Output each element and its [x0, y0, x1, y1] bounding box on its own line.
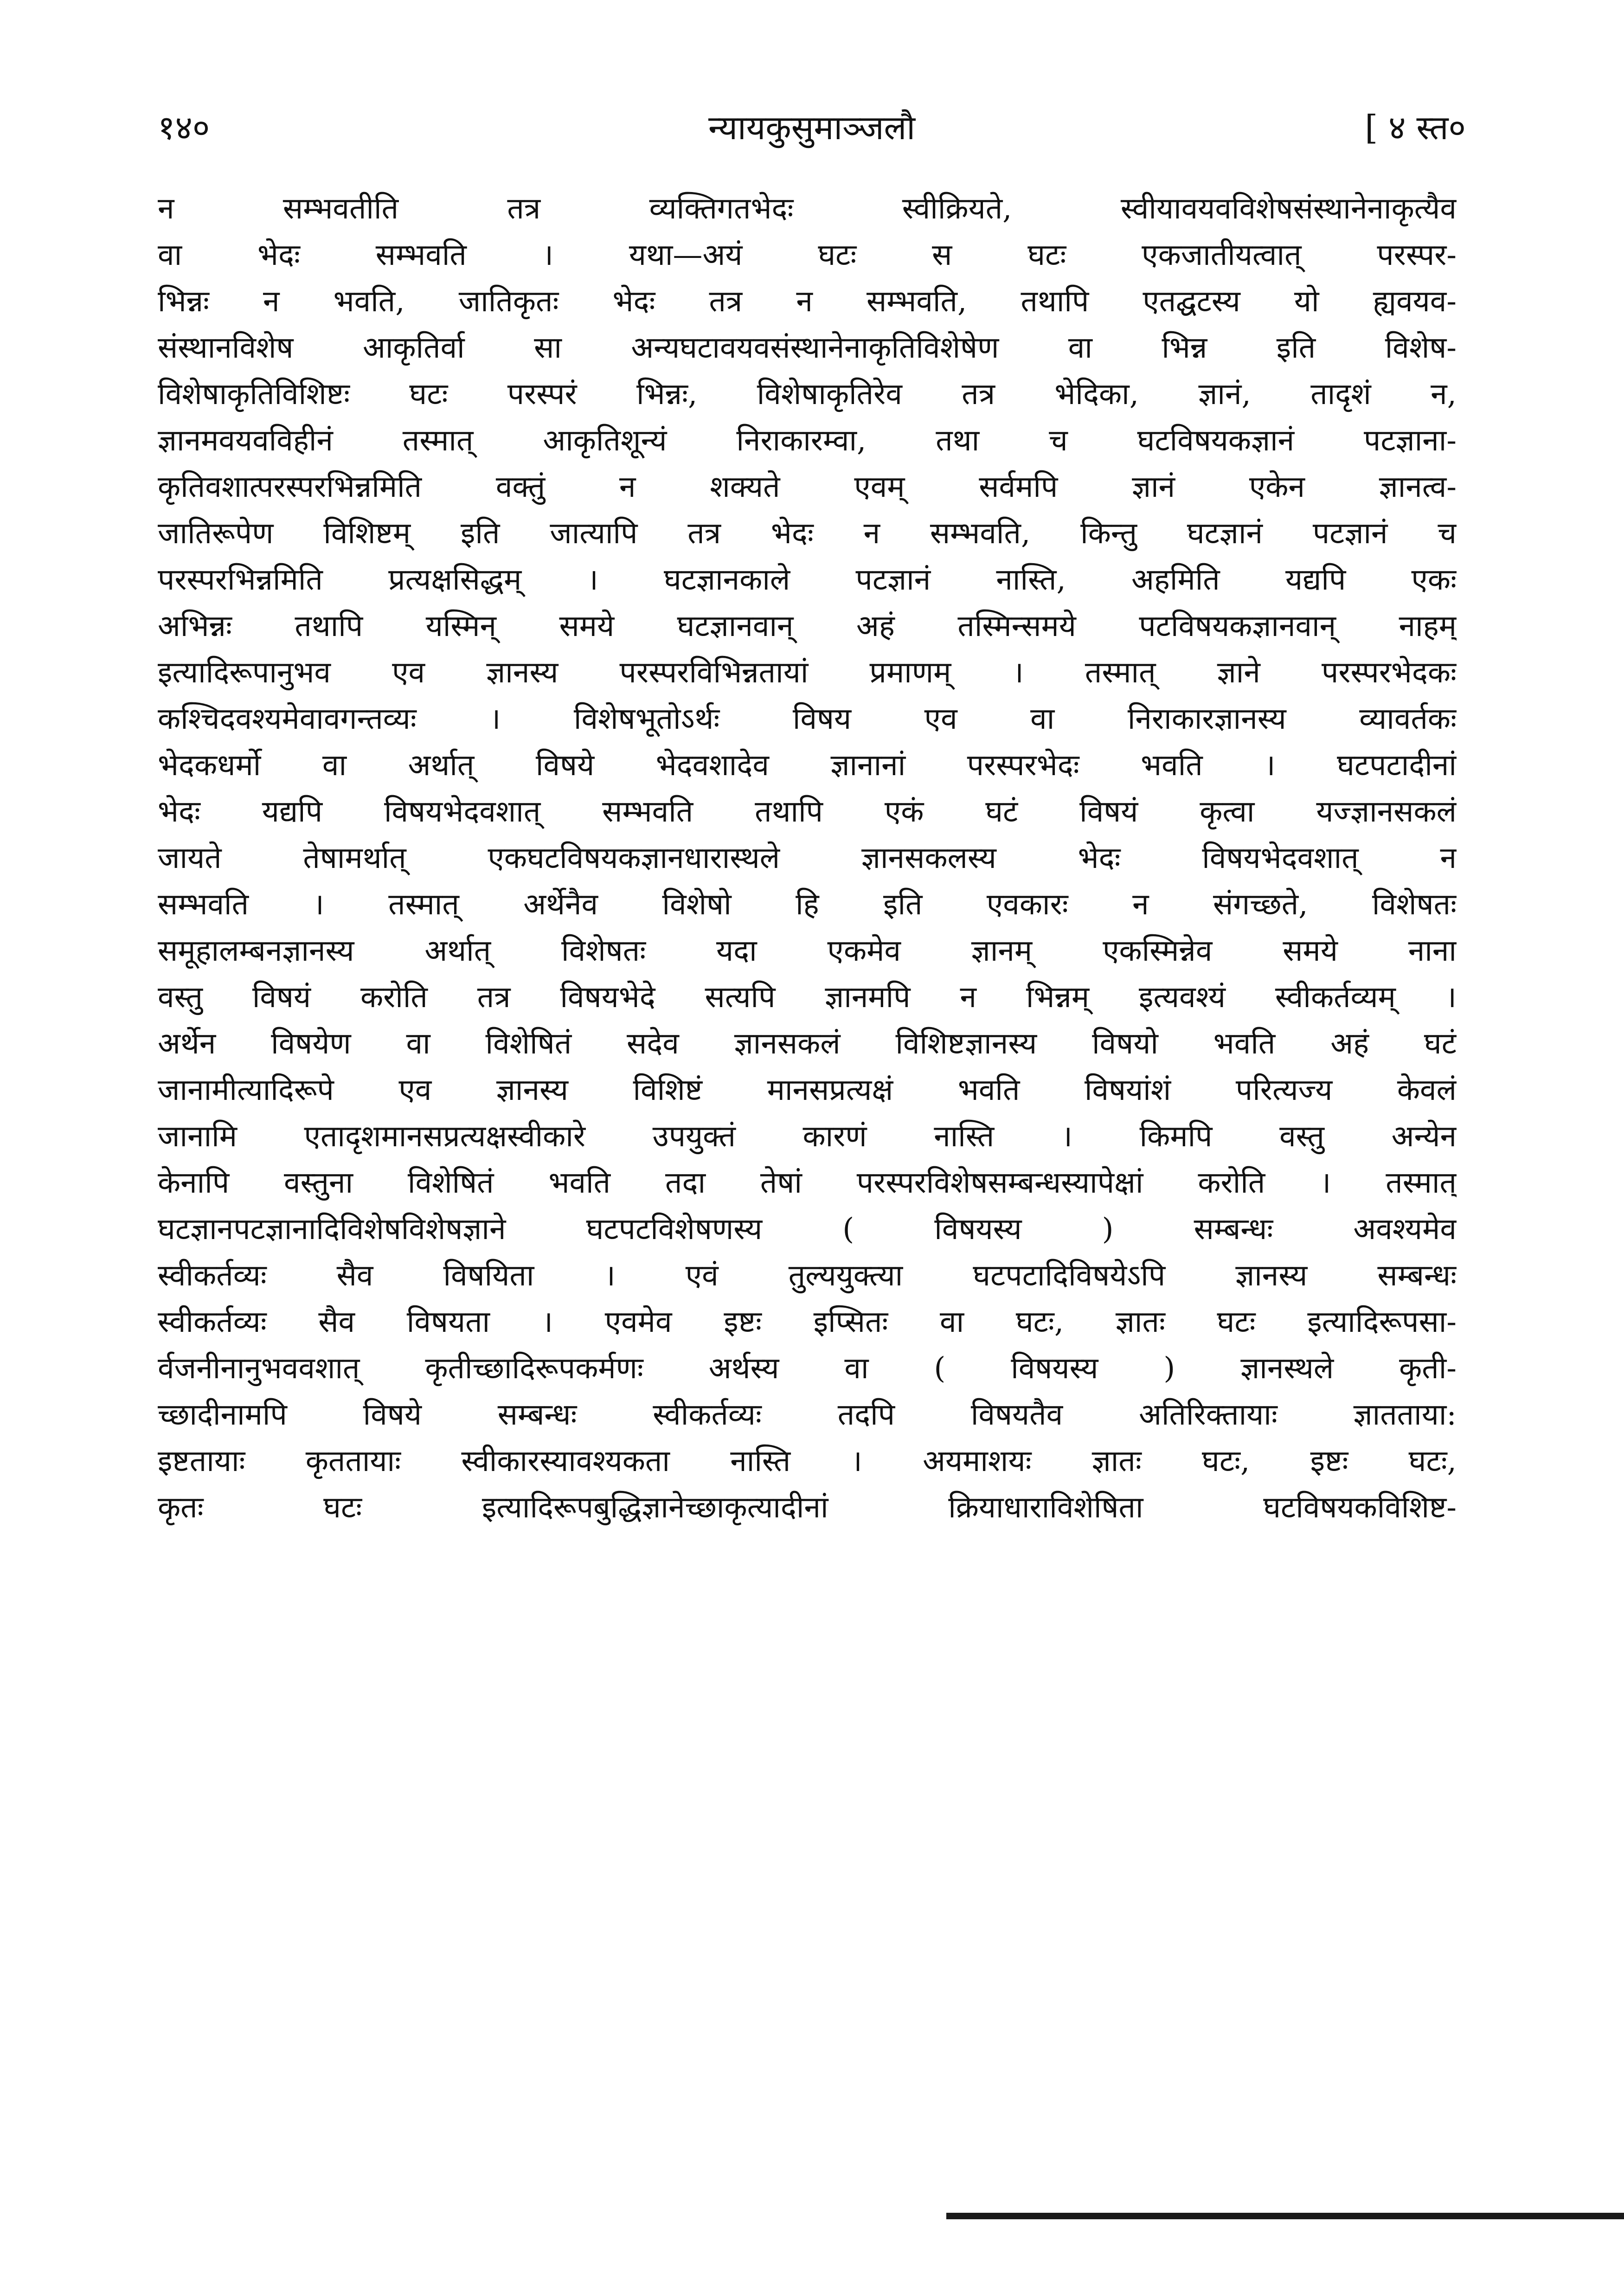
text-line: स्वीकर्तव्यः सैव विषयिता । एवं तुल्ययुक्त्या घटपटादिविषयेऽपि ज्ञानस्य सम्बन्धः — [158, 1259, 1457, 1293]
text-line: विशेषाकृतिविशिष्टः घटः परस्परं भिन्नः, विशेषाकृतिरेव तत्र भेदिका, ज्ञानं, तादृशं न, — [158, 377, 1457, 411]
text-line: इत्यादिरूपानुभव एव ज्ञानस्य परस्परविभिन्नतायां प्रमाणम् । तस्मात् ज्ञाने परस्परभेदकः — [158, 655, 1457, 690]
text-line: च्छादीनामपि विषये सम्बन्धः स्वीकर्तव्यः तदपि विषयतैव अतिरिक्तायाः ज्ञातताया: — [158, 1398, 1457, 1432]
text-line: जानामि एतादृशमानसप्रत्यक्षस्वीकारे उपयुक्तं कारणं नास्ति । किमपि वस्तु अन्येन — [158, 1119, 1457, 1154]
text-line: अभिन्नः तथापि यस्मिन् समये घटज्ञानवान् अहं तस्मिन्समये पटविषयकज्ञानवान् नाहम् — [158, 609, 1457, 643]
text-line: भेदः यद्यपि विषयभेदवशात् सम्भवति तथापि एकं घटं विषयं कृत्वा यज्ज्ञानसकलं — [158, 795, 1457, 829]
text-line: वा भेदः सम्भवति । यथा—अयं घटः स घटः एकजातीयत्वात् परस्पर- — [158, 238, 1457, 272]
text-line: कृतः घटः इत्यादिरूपबुद्धिज्ञानेच्छाकृत्यादीनां क्रियाधाराविशेषिता घटविषयकविशिष्ट- — [158, 1490, 1457, 1525]
text-line: अर्थेन विषयेण वा विशेषितं सदेव ज्ञानसकलं विशिष्टज्ञानस्य विषयो भवति अहं घटं — [158, 1027, 1457, 1061]
text-line: ज्ञानमवयवविहीनं तस्मात् आकृतिशून्यं निराकारम्वा, तथा च घटविषयकज्ञानं पटज्ञाना- — [158, 424, 1457, 458]
text-line: वस्तु विषयं करोति तत्र विषयभेदे सत्यपि ज्ञानमपि न भिन्नम् इत्यवश्यं स्वीकर्तव्यम् । — [158, 980, 1457, 1015]
page-number: १४० — [158, 108, 210, 147]
text-line: जातिरूपेण विशिष्टम् इति जात्यापि तत्र भेदः न सम्भवति, किन्तु घटज्ञानं पटज्ञानं च — [158, 516, 1457, 551]
text-line: सम्भवति । तस्मात् अर्थेनैव विशेषो हि इति एवकारः न संगच्छते, विशेषतः — [158, 887, 1457, 922]
text-line: कश्चिदवश्यमेवावगन्तव्यः । विशेषभूतोऽर्थः विषय एव वा निराकारज्ञानस्य व्यावर्तकः — [158, 702, 1457, 736]
running-title: न्यायकुसुमाञ्जलौ — [708, 108, 915, 147]
text-line: संस्थानविशेष आकृतिर्वा सा अन्यघटावयवसंस्थानेनाकृतिविशेषेण वा भिन्न इति विशेष- — [158, 331, 1457, 365]
bottom-rule — [946, 2213, 1624, 2219]
text-line: परस्परभिन्नमिति प्रत्यक्षसिद्धम् । घटज्ञानकाले पटज्ञानं नास्ति, अहमिति यद्यपि एकः — [158, 563, 1457, 597]
text-line: जानामीत्यादिरूपे एव ज्ञानस्य विशिष्टं मानसप्रत्यक्षं भवति विषयांशं परित्यज्य केवलं — [158, 1073, 1457, 1107]
text-line: घटज्ञानपटज्ञानादिविशेषविशेषज्ञाने घटपटविशेषणस्य ( विषयस्य ) सम्बन्धः अवश्यमेव — [158, 1212, 1457, 1246]
page-header — [158, 97, 1466, 158]
text-line: केनापि वस्तुना विशेषितं भवति तदा तेषां परस्परविशेषसम्बन्धस्यापेक्षां करोति । तस्मात् — [158, 1166, 1457, 1200]
text-line: समूहालम्बनज्ञानस्य अर्थात् विशेषतः यदा एकमेव ज्ञानम् एकस्मिन्नेव समये नाना — [158, 934, 1457, 968]
section-reference: [ ४ स्त० — [1365, 108, 1466, 147]
text-line: भेदकधर्मो वा अर्थात् विषये भेदवशादेव ज्ञानानां परस्परभेदः भवति । घटपटादीनां — [158, 748, 1457, 783]
text-line: इष्टतायाः कृततायाः स्वीकारस्यावश्यकता नास्ति । अयमाशयः ज्ञातः घटः, इष्टः घटः, — [158, 1444, 1457, 1478]
text-line: न सम्भवतीति तत्र व्यक्तिगतभेदः स्वीक्रियते, स्वीयावयवविशेषसंस्थानेनाकृत्यैव — [158, 192, 1457, 226]
text-line: र्वजनीनानुभववशात् कृतीच्छादिरूपकर्मणः अर्थस्य वा ( विषयस्य ) ज्ञानस्थले कृती- — [158, 1351, 1457, 1386]
body-text — [158, 186, 1457, 1531]
text-line: स्वीकर्तव्यः सैव विषयता । एवमेव इष्टः इप्सितः वा घटः, ज्ञातः घटः इत्यादिरूपसा- — [158, 1305, 1457, 1339]
text-line: भिन्नः न भवति, जातिकृतः भेदः तत्र न सम्भवति, तथापि एतद्घटस्य यो ह्यवयव- — [158, 284, 1457, 319]
text-line: जायते तेषामर्थात् एकघटविषयकज्ञानधारास्थले ज्ञानसकलस्य भेदः विषयभेदवशात् न — [158, 841, 1457, 875]
text-line: कृतिवशात्परस्परभिन्नमिति वक्तुं न शक्यते एवम् सर्वमपि ज्ञानं एकेन ज्ञानत्व- — [158, 470, 1457, 504]
